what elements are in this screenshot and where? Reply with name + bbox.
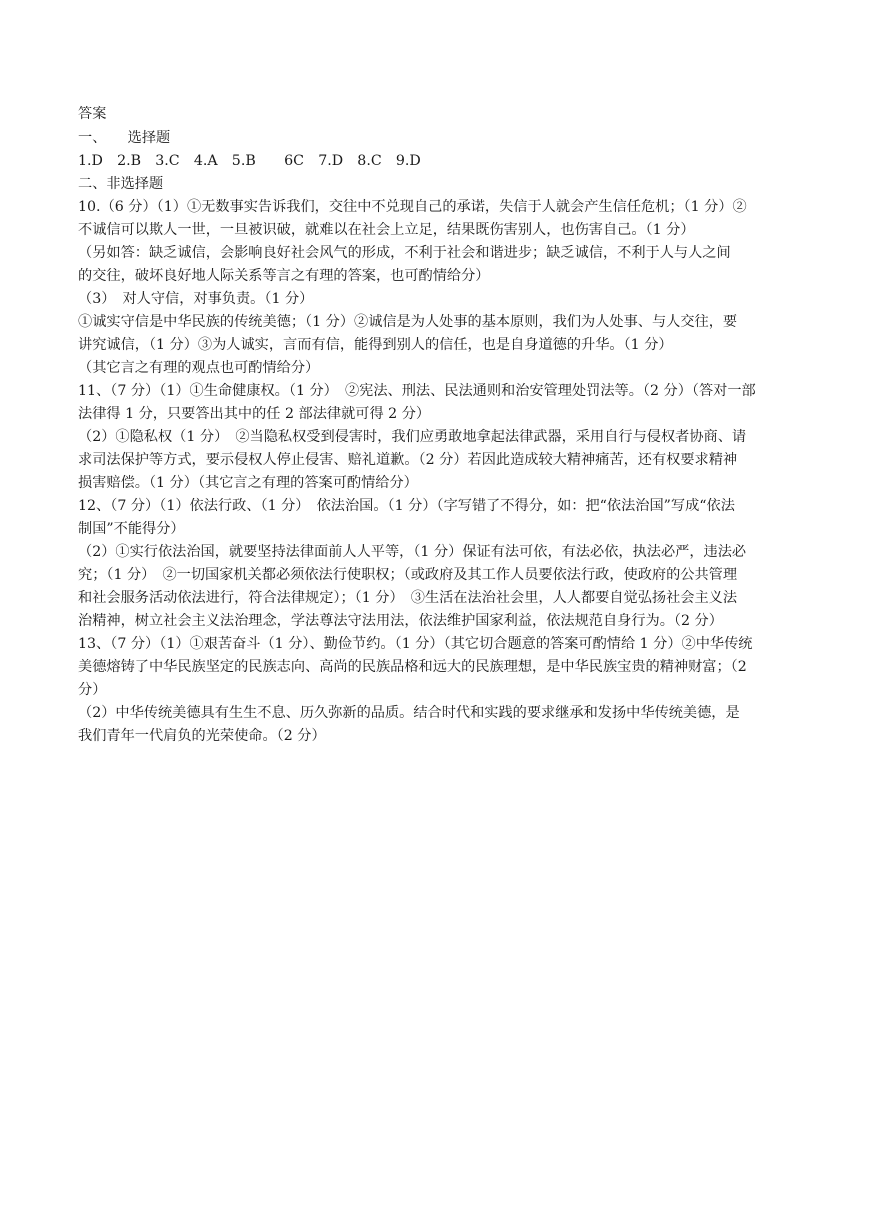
doc-title: 答案	[78, 106, 107, 122]
q12-line-1: 12、（7 分）（1）依法行政、（1 分） 依法治国。（1 分）（字写错了不得分，如：把“依法治国”写成“依法	[78, 498, 735, 514]
q10-line-6: ①诚实守信是中华民族的传统美德；（1 分）②诚信是为人处事的基本原则，我们为人处事、与人交往，要	[78, 314, 738, 330]
q11-line-5: 损害赔偿。（1 分）（其它言之有理的答案可酌情给分）	[78, 475, 418, 491]
q11-line-2: 法律得 1 分，只要答出其中的任 2 部法律就可得 2 分）	[78, 406, 431, 422]
q12-line-6: 治精神，树立社会主义法治理念，学法尊法守法用法，依法维护国家利益，依法规范自身行为。（2 分）	[78, 613, 723, 629]
q13-line-3: 分）	[78, 682, 107, 698]
q12-line-5: 和社会服务活动依法进行，符合法律规定）；（1 分） ③生活在法治社会里，人人都要自觉弘扬社会主义法	[78, 590, 738, 606]
q10-line-3: （另如答：缺乏诚信，会影响良好社会风气的形成，不利于社会和谐进步；缺乏诚信，不利于人与人之间	[78, 245, 731, 261]
q11-line-4: 求司法保护等方式，要示侵权人停止侵害、赔礼道歉。（2 分）若因此造成较大精神痛苦，还有权要求精神	[78, 452, 738, 468]
q10-line-8: （其它言之有理的观点也可酌情给分）	[78, 360, 320, 376]
q12-line-4: 究；（1 分） ②一切国家机关都必须依法行使职权；（或政府及其工作人员要依法行政，使政府的公共管理	[78, 567, 738, 583]
section2-heading: 二、非选择题	[78, 176, 164, 192]
q12-line-2: 制国”不能得分）	[78, 521, 185, 537]
q11-line-3: （2）①隐私权（1 分） ②当隐私权受到侵害时，我们应勇敢地拿起法律武器，采用自行与侵权者协商、请	[78, 429, 747, 445]
q10-line-4: 的交往，破坏良好地人际关系等言之有理的答案，也可酌情给分）	[78, 268, 490, 284]
q10-line-7: 讲究诚信，（1 分）③为人诚实，言而有信，能得到别人的信任，也是自身道德的升华。（1 分）	[78, 337, 673, 353]
section1-heading: 一、 选择题	[78, 130, 171, 146]
q13-line-5: 我们青年一代肩负的光荣使命。（2 分）	[78, 728, 326, 744]
q10-line-1: 10.（6 分）（1）①无数事实告诉我们，交往中不兑现自己的承诺，失信于人就会产生信任危机；（1 分）②	[78, 199, 747, 215]
q10-line-5: （3） 对人守信，对事负责。（1 分）	[78, 291, 314, 307]
q13-line-2: 美德熔铸了中华民族坚定的民族志向、高尚的民族品格和远大的民族理想，是中华民族宝贵的精神财富；（2	[78, 659, 747, 675]
q10-line-2: 不诚信可以欺人一世，一旦被识破，就难以在社会上立足，结果既伤害别人，也伤害自己。（1 分）	[78, 222, 695, 238]
q13-line-4: （2）中华传统美德具有生生不息、历久弥新的品质。结合时代和实践的要求继承和发扬中华传统美德，是	[78, 705, 740, 721]
q12-line-3: （2）①实行依法治国，就要坚持法律面前人人平等，（1 分）保证有法可依，有法必依，执法必严，违法必	[78, 544, 747, 560]
q11-line-1: 11、（7 分）（1）①生命健康权。（1 分） ②宪法、刑法、民法通则和治安管理处罚法等。（2 分）（答对一部	[78, 383, 756, 399]
q13-line-1: 13、（7 分）（1）①艰苦奋斗（1 分）、勤俭节约。（1 分）（其它切合题意的答案可酌情给 1 分）②中华传统	[78, 636, 753, 652]
multiple-choice-answers: 1.D 2.B 3.C 4.A 5.B 6C 7.D 8.C 9.D	[78, 153, 421, 169]
